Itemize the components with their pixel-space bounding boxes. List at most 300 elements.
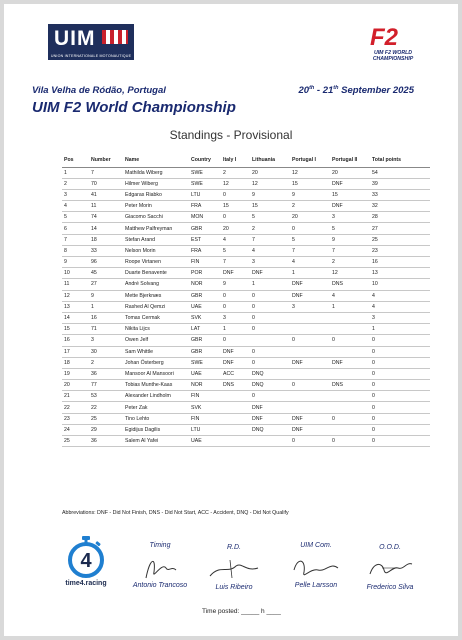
table-cell: 27	[89, 279, 123, 290]
table-cell: 0	[370, 391, 430, 402]
uim-logo-subtitle: UNION INTERNATIONALE MOTONAUTIQUE	[50, 54, 132, 58]
table-cell: 6	[62, 223, 89, 234]
table-cell: UAE	[189, 368, 221, 379]
table-cell: 1	[62, 167, 89, 178]
table-cell: 36	[89, 436, 123, 447]
table-cell: 4	[290, 257, 330, 268]
table-cell: 9	[250, 189, 290, 200]
table-row	[62, 335, 430, 346]
table-cell: 3	[62, 189, 89, 200]
signature-name: Frederico Silva	[366, 584, 414, 591]
table-cell: 77	[89, 380, 123, 391]
table-cell: 0	[330, 436, 370, 447]
table-cell: 0	[221, 212, 250, 223]
table-cell: 21	[62, 391, 89, 402]
date-start-suffix: th	[309, 85, 315, 91]
table-cell: 3	[250, 257, 290, 268]
table-row	[62, 391, 430, 402]
table-cell: POR	[189, 268, 221, 279]
table-cell: 0	[250, 301, 290, 312]
table-cell: 7	[89, 167, 123, 178]
table-cell: 11	[89, 201, 123, 212]
table-cell: 9	[62, 257, 89, 268]
signature-role: O.O.D.	[379, 544, 401, 551]
table-cell: 12	[221, 178, 250, 189]
abbreviations-note: Abbreviations: DNF - Did Not Finish, DNS - Did Not Start, ACC - Accident, DNQ - Did Not Qualify	[62, 510, 289, 516]
table-cell: 2	[250, 223, 290, 234]
uim-logo	[48, 24, 134, 60]
table-cell: 18	[62, 357, 89, 368]
table-cell: DNF	[290, 413, 330, 424]
table-cell: 0	[290, 380, 330, 391]
column-header: Portugal I	[290, 154, 330, 167]
table-cell: 0	[250, 391, 290, 402]
table-cell: FRA	[189, 245, 221, 256]
signature-uim-commissioner	[276, 542, 356, 592]
table-cell: 11	[62, 279, 89, 290]
table-cell: 9	[290, 189, 330, 200]
table-cell: DNQ	[250, 380, 290, 391]
table-cell: 0	[221, 189, 250, 200]
table-cell: 0	[330, 413, 370, 424]
table-cell: 7	[62, 234, 89, 245]
table-cell: FRA	[189, 201, 221, 212]
table-cell: 0	[370, 335, 430, 346]
table-cell: LTU	[189, 424, 221, 435]
table-cell: Roope Virtanen	[123, 257, 189, 268]
table-cell: 74	[89, 212, 123, 223]
table-cell: 39	[370, 178, 430, 189]
table-cell: 23	[370, 245, 430, 256]
signature-role: Timing	[149, 542, 171, 549]
table-cell: 36	[89, 368, 123, 379]
table-cell: DNF	[250, 413, 290, 424]
table-cell: 4	[62, 201, 89, 212]
table-cell: DNF	[330, 201, 370, 212]
table-cell: GBR	[189, 290, 221, 301]
table-cell: LAT	[189, 324, 221, 335]
date-mid: - 21	[314, 85, 334, 97]
table-cell: 2	[330, 257, 370, 268]
table-cell	[221, 391, 250, 402]
table-cell: 9	[330, 234, 370, 245]
table-cell: 25	[370, 234, 430, 245]
table-cell: 10	[62, 268, 89, 279]
table-cell: 15	[62, 324, 89, 335]
table-cell: 9	[221, 279, 250, 290]
table-cell: 12	[62, 290, 89, 301]
event-dates	[298, 85, 414, 96]
column-header: Number	[89, 154, 123, 167]
table-cell: 24	[62, 424, 89, 435]
table-cell: DNF	[250, 402, 290, 413]
table-cell: 0	[250, 290, 290, 301]
table-cell	[330, 312, 370, 323]
table-cell: 0	[290, 223, 330, 234]
time4-racing-logo	[60, 535, 112, 589]
table-cell: Owen Jelf	[123, 335, 189, 346]
table-cell: 0	[250, 324, 290, 335]
table-row	[62, 279, 430, 290]
table-cell: DNS	[330, 380, 370, 391]
time-posted: Time posted: _____ h ____	[202, 608, 281, 615]
column-header: Country	[189, 154, 221, 167]
table-cell	[221, 424, 250, 435]
table-row	[62, 245, 430, 256]
f2-championship-logo	[364, 24, 424, 64]
table-cell: NOR	[189, 380, 221, 391]
table-cell: 4	[221, 234, 250, 245]
table-cell: 3	[370, 312, 430, 323]
table-cell: 0	[370, 424, 430, 435]
table-row	[62, 257, 430, 268]
table-cell: 0	[221, 290, 250, 301]
table-cell: 5	[250, 212, 290, 223]
table-row	[62, 201, 430, 212]
table-cell: Duarte Benavente	[123, 268, 189, 279]
table-cell: 2	[62, 178, 89, 189]
table-row	[62, 380, 430, 391]
table-cell: Salem Al Yafei	[123, 436, 189, 447]
signature-scribble	[206, 554, 262, 584]
table-cell	[330, 402, 370, 413]
table-cell: 41	[89, 189, 123, 200]
table-cell: 3	[89, 335, 123, 346]
table-cell: Sam Whittle	[123, 346, 189, 357]
event-venue: Vila Velha de Ródão, Portugal	[32, 85, 166, 96]
table-cell: EST	[189, 234, 221, 245]
table-cell: 45	[89, 268, 123, 279]
signature-scribble	[132, 552, 188, 582]
table-cell: 0	[370, 436, 430, 447]
table-cell: 1	[89, 301, 123, 312]
table-cell	[221, 413, 250, 424]
table-cell: 15	[250, 201, 290, 212]
table-cell: 2	[290, 201, 330, 212]
table-cell: Peter Morin	[123, 201, 189, 212]
table-cell: 20	[250, 167, 290, 178]
f2-logo-mark	[370, 24, 398, 52]
table-cell: 54	[370, 167, 430, 178]
signature-ood	[350, 544, 430, 594]
table-cell: DNQ	[250, 368, 290, 379]
table-cell: 12	[250, 178, 290, 189]
table-cell	[290, 368, 330, 379]
table-cell	[221, 436, 250, 447]
table-cell: DNS	[221, 380, 250, 391]
table-cell: 2	[221, 167, 250, 178]
page-title: UIM F2 World Championship	[32, 99, 236, 116]
column-header: Portugal II	[330, 154, 370, 167]
table-cell: 15	[290, 178, 330, 189]
table-cell: 3	[330, 212, 370, 223]
column-header: Pos	[62, 154, 89, 167]
table-cell: 0	[250, 357, 290, 368]
table-row	[62, 324, 430, 335]
table-cell: 53	[89, 391, 123, 402]
table-cell: 4	[250, 245, 290, 256]
table-cell: MON	[189, 212, 221, 223]
table-row	[62, 189, 430, 200]
table-cell: Matthew Palfreyman	[123, 223, 189, 234]
table-cell: 20	[62, 380, 89, 391]
table-row	[62, 167, 430, 178]
table-cell: 9	[89, 290, 123, 301]
table-cell: 5	[221, 245, 250, 256]
standings-table	[62, 154, 430, 447]
signature-role: UIM Com.	[300, 542, 332, 549]
table-cell: 12	[290, 167, 330, 178]
table-cell: 1	[250, 279, 290, 290]
table-cell: 71	[89, 324, 123, 335]
table-cell: Edgaras Riabko	[123, 189, 189, 200]
table-cell: 28	[370, 212, 430, 223]
table-cell: DNF	[221, 357, 250, 368]
date-end-suffix: th	[333, 85, 339, 91]
table-row	[62, 312, 430, 323]
table-cell: DNF	[221, 268, 250, 279]
table-cell: SWE	[189, 167, 221, 178]
table-row	[62, 301, 430, 312]
date-start: 20	[298, 85, 310, 97]
table-cell: DNF	[290, 424, 330, 435]
table-cell: 20	[330, 167, 370, 178]
table-cell: 33	[89, 245, 123, 256]
table-cell: 16	[89, 312, 123, 323]
table-cell: DNF	[330, 357, 370, 368]
table-cell: 0	[221, 301, 250, 312]
table-cell: 17	[62, 346, 89, 357]
table-cell	[330, 346, 370, 357]
table-cell: DNS	[330, 279, 370, 290]
table-cell: DNQ	[250, 424, 290, 435]
table-cell: 7	[250, 234, 290, 245]
table-cell: Stefan Arand	[123, 234, 189, 245]
table-cell: SWE	[189, 357, 221, 368]
table-cell	[290, 391, 330, 402]
table-cell: 7	[330, 245, 370, 256]
table-cell: DNF	[221, 346, 250, 357]
svg-text:4: 4	[80, 550, 92, 572]
table-cell: 14	[89, 223, 123, 234]
table-cell: 0	[250, 312, 290, 323]
table-cell: UAE	[189, 301, 221, 312]
table-header-row	[62, 154, 430, 167]
table-cell: 3	[290, 301, 330, 312]
table-cell: 25	[89, 413, 123, 424]
table-cell: Alexander Lindholm	[123, 391, 189, 402]
table-row	[62, 223, 430, 234]
table-cell: FIN	[189, 391, 221, 402]
column-header: Italy I	[221, 154, 250, 167]
table-cell	[290, 346, 330, 357]
table-cell: Tomas Cermak	[123, 312, 189, 323]
table-cell	[250, 335, 290, 346]
table-cell: 3	[221, 312, 250, 323]
table-cell: Mette Bjerknæs	[123, 290, 189, 301]
table-cell: 18	[89, 234, 123, 245]
table-cell: Giacomo Sacchi	[123, 212, 189, 223]
table-row	[62, 402, 430, 413]
table-cell: 27	[370, 223, 430, 234]
table-cell: 0	[290, 436, 330, 447]
table-cell: 20	[221, 223, 250, 234]
table-row	[62, 268, 430, 279]
table-cell: 32	[370, 201, 430, 212]
table-cell: 5	[330, 223, 370, 234]
f2-logo-line2: CHAMPIONSHIP	[372, 56, 414, 62]
signature-name: Antonio Trancoso	[132, 582, 188, 589]
table-cell: Peter Zak	[123, 402, 189, 413]
table-cell	[250, 436, 290, 447]
column-header: Total points	[370, 154, 430, 167]
table-cell: Rashed Al Qemzi	[123, 301, 189, 312]
table-cell	[330, 368, 370, 379]
column-header: Lithuania	[250, 154, 290, 167]
table-cell: 0	[370, 346, 430, 357]
table-cell: 1	[290, 268, 330, 279]
table-cell: 0	[250, 346, 290, 357]
table-cell: 7	[290, 245, 330, 256]
table-cell: 13	[370, 268, 430, 279]
table-cell: DNF	[290, 357, 330, 368]
table-cell: 7	[221, 257, 250, 268]
table-cell: André Solvang	[123, 279, 189, 290]
table-cell: 13	[62, 301, 89, 312]
table-cell: 16	[370, 257, 430, 268]
table-row	[62, 436, 430, 447]
table-cell: Mathilda Wiberg	[123, 167, 189, 178]
table-cell: Tino Lehto	[123, 413, 189, 424]
table-cell: SVK	[189, 312, 221, 323]
table-cell	[290, 402, 330, 413]
table-cell: 33	[370, 189, 430, 200]
f2-logo-mark-text: F2	[370, 24, 399, 51]
table-cell: 0	[370, 402, 430, 413]
table-cell: 25	[62, 436, 89, 447]
table-cell: 4	[330, 290, 370, 301]
table-cell: GBR	[189, 335, 221, 346]
column-header: Name	[123, 154, 189, 167]
table-cell: Nikita Lijcs	[123, 324, 189, 335]
table-cell: NOR	[189, 279, 221, 290]
table-row	[62, 413, 430, 424]
table-cell: 1	[221, 324, 250, 335]
signature-scribble	[288, 552, 344, 582]
table-cell: 30	[89, 346, 123, 357]
table-cell: UAE	[189, 436, 221, 447]
table-cell	[221, 402, 250, 413]
table-cell: 0	[370, 357, 430, 368]
table-cell: DNF	[250, 268, 290, 279]
table-cell: 0	[330, 335, 370, 346]
table-cell: 10	[370, 279, 430, 290]
table-row	[62, 346, 430, 357]
table-cell: 23	[62, 413, 89, 424]
table-cell: 8	[62, 245, 89, 256]
table-cell: 4	[370, 290, 430, 301]
table-cell: 70	[89, 178, 123, 189]
table-cell: ACC	[221, 368, 250, 379]
table-cell: FIN	[189, 413, 221, 424]
table-cell: 29	[89, 424, 123, 435]
table-cell: 5	[62, 212, 89, 223]
results-sheet	[4, 4, 458, 636]
table-cell: Johan Österberg	[123, 357, 189, 368]
table-row	[62, 357, 430, 368]
table-cell: 0	[290, 335, 330, 346]
signature-race-director	[194, 544, 274, 594]
table-cell	[330, 324, 370, 335]
table-cell: 19	[62, 368, 89, 379]
table-row	[62, 368, 430, 379]
uim-logo-letters: UIM	[54, 27, 96, 50]
time4-racing-label: time4.racing	[65, 580, 107, 587]
table-cell: LTU	[189, 189, 221, 200]
table-cell	[330, 391, 370, 402]
table-cell: 2	[89, 357, 123, 368]
table-cell: DNF	[290, 290, 330, 301]
table-cell: DNF	[290, 279, 330, 290]
checkered-flag-icon	[102, 30, 128, 44]
table-cell: 14	[62, 312, 89, 323]
table-cell: 1	[330, 301, 370, 312]
table-row	[62, 212, 430, 223]
table-row	[62, 424, 430, 435]
table-row	[62, 234, 430, 245]
table-cell	[290, 324, 330, 335]
table-row	[62, 178, 430, 189]
table-cell: 20	[290, 212, 330, 223]
table-cell	[330, 424, 370, 435]
signature-role: R.D.	[227, 544, 241, 551]
table-cell: 22	[62, 402, 89, 413]
table-cell: DNF	[330, 178, 370, 189]
table-cell: SWE	[189, 178, 221, 189]
table-cell: Tobias Munthe-Kaas	[123, 380, 189, 391]
table-cell: 15	[221, 201, 250, 212]
table-cell: GBR	[189, 346, 221, 357]
table-cell: 22	[89, 402, 123, 413]
table-cell: 0	[370, 368, 430, 379]
table-cell: 0	[221, 335, 250, 346]
table-cell: Mansoor Al Mansoori	[123, 368, 189, 379]
table-cell: SVK	[189, 402, 221, 413]
table-cell: Hilmer Wiberg	[123, 178, 189, 189]
f2-logo-line1: UIM F2 WORLD	[373, 50, 413, 56]
date-end: September 2025	[338, 85, 414, 97]
table-cell: GBR	[189, 223, 221, 234]
table-cell: 1	[370, 324, 430, 335]
standings-heading: Standings - Provisional	[169, 128, 293, 142]
table-cell: 5	[290, 234, 330, 245]
table-cell: Egidijus Dagilis	[123, 424, 189, 435]
signature-scribble	[362, 554, 418, 584]
table-cell	[290, 312, 330, 323]
table-row	[62, 290, 430, 301]
table-cell: Nelson Morin	[123, 245, 189, 256]
table-cell: 16	[62, 335, 89, 346]
signature-name: Luis Ribeiro	[215, 584, 253, 591]
table-cell: 96	[89, 257, 123, 268]
table-cell: 12	[330, 268, 370, 279]
signature-timing	[120, 542, 200, 592]
table-cell: 4	[370, 301, 430, 312]
signature-name: Pelle Larsson	[294, 582, 338, 589]
table-cell: 0	[370, 380, 430, 391]
stopwatch-icon	[64, 535, 108, 579]
table-cell: 15	[330, 189, 370, 200]
